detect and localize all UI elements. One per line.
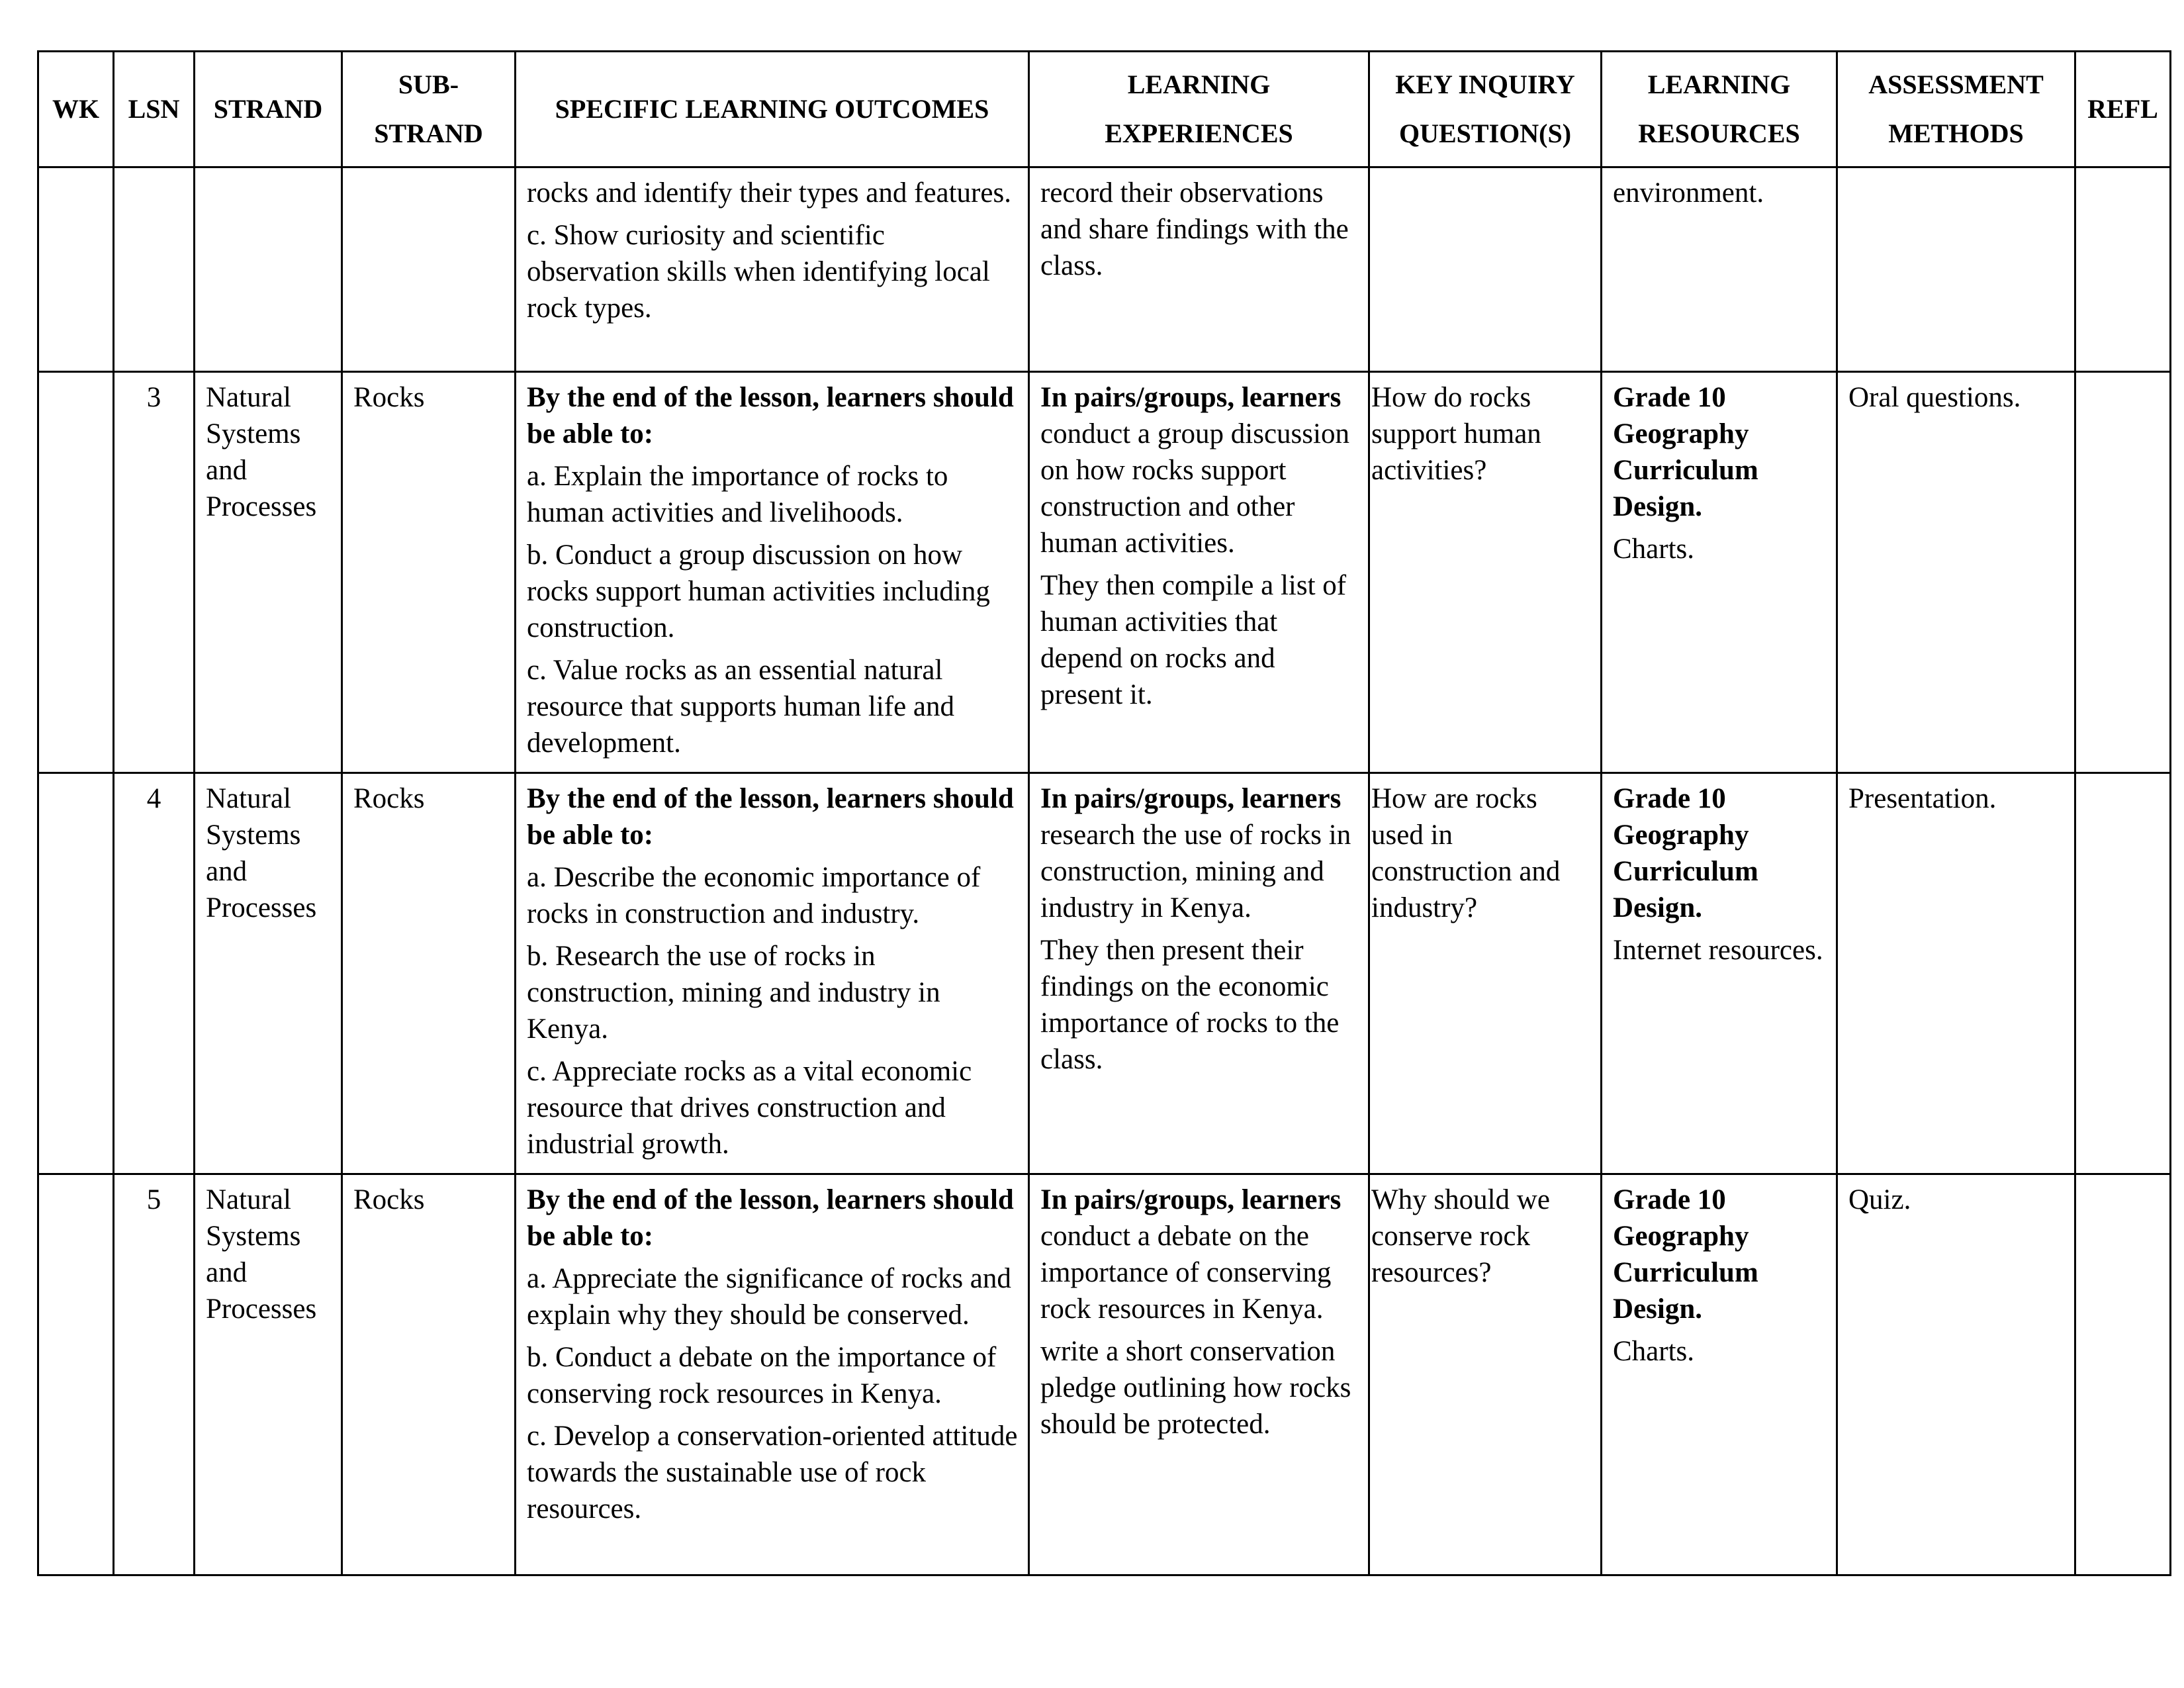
cell-wk bbox=[38, 372, 114, 773]
cell-strand: Natural Systems and Processes bbox=[195, 773, 342, 1174]
experience-lead: In pairs/groups, learners bbox=[1040, 382, 1342, 413]
cell-sub-strand: Rocks bbox=[342, 372, 516, 773]
cell-key-inquiry: How are rocks used in construction and industry? bbox=[1369, 773, 1602, 1174]
experience-text: record their observations and share findings with the class. bbox=[1040, 177, 1349, 281]
outcomes-intro: By the end of the lesson, learners should be able to: bbox=[527, 783, 1014, 851]
cell-reflection bbox=[2075, 773, 2171, 1174]
outcome-item: b. Research the use of rocks in construction, mining and industry in Kenya. bbox=[527, 941, 940, 1045]
cell-lsn bbox=[114, 167, 195, 372]
resource-title: Grade 10 Geography Curriculum Design. bbox=[1613, 783, 1758, 923]
experience-text bbox=[1040, 780, 1363, 926]
cell-sub-strand bbox=[342, 167, 516, 372]
cell-experiences bbox=[1029, 773, 1369, 1174]
outcomes-intro: By the end of the lesson, learners should be able to: bbox=[527, 1184, 1014, 1252]
header-lsn: LSN bbox=[114, 52, 195, 167]
outcome-item: c. Value rocks as an essential natural resource that supports human life and development. bbox=[527, 655, 955, 759]
cell-key-inquiry: Why should we conserve rock resources? bbox=[1369, 1174, 1602, 1575]
cell-outcomes bbox=[516, 372, 1029, 773]
cell-assessment bbox=[1837, 167, 2075, 372]
header-strand: STRAND bbox=[195, 52, 342, 167]
experience-followup: write a short conservation pledge outlining how rocks should be protected. bbox=[1040, 1336, 1351, 1440]
cell-wk bbox=[38, 1174, 114, 1575]
cell-outcomes bbox=[516, 1174, 1029, 1575]
cell-lsn: 5 bbox=[114, 1174, 195, 1575]
header-sub-strand: SUB- STRAND bbox=[342, 52, 516, 167]
continuation-row bbox=[38, 167, 2171, 372]
cell-outcomes bbox=[516, 773, 1029, 1174]
cell-strand: Natural Systems and Processes bbox=[195, 372, 342, 773]
outcome-item: a. Describe the economic importance of rocks in construction and industry. bbox=[527, 862, 981, 929]
experience-text bbox=[1040, 1182, 1363, 1327]
resource-title: Grade 10 Geography Curriculum Design. bbox=[1613, 382, 1758, 522]
outcome-text: c. Show curiosity and scientific observation skills when identifying local rock types. bbox=[527, 220, 990, 324]
scheme-of-work-table bbox=[37, 50, 2171, 1576]
experience-detail: conduct a group discussion on how rocks support construction and other human activities. bbox=[1040, 418, 1349, 559]
header-outcomes: SPECIFIC LEARNING OUTCOMES bbox=[516, 52, 1029, 167]
header-key-inquiry: KEY INQUIRY QUESTION(S) bbox=[1369, 52, 1602, 167]
cell-reflection bbox=[2075, 372, 2171, 773]
experience-lead: In pairs/groups, learners bbox=[1040, 783, 1342, 814]
lesson-row bbox=[38, 1174, 2171, 1575]
cell-sub-strand: Rocks bbox=[342, 773, 516, 1174]
lesson-row bbox=[38, 372, 2171, 773]
outcome-item: b. Conduct a group discussion on how rocks support human activities including construction. bbox=[527, 539, 990, 643]
experience-followup: They then present their findings on the economic importance of rocks to the class. bbox=[1040, 935, 1340, 1075]
cell-key-inquiry bbox=[1369, 167, 1602, 372]
cell-resources bbox=[1602, 372, 1837, 773]
cell-experiences bbox=[1029, 372, 1369, 773]
cell-resources bbox=[1602, 773, 1837, 1174]
outcomes-intro: By the end of the lesson, learners should be able to: bbox=[527, 382, 1014, 449]
experience-followup: They then compile a list of human activities that depend on rocks and present it. bbox=[1040, 570, 1347, 710]
cell-wk bbox=[38, 167, 114, 372]
header-reflection: REFL bbox=[2075, 52, 2171, 167]
header-resources: LEARNING RESOURCES bbox=[1602, 52, 1837, 167]
cell-experiences bbox=[1029, 1174, 1369, 1575]
header-experiences: LEARNING EXPERIENCES bbox=[1029, 52, 1369, 167]
header-wk: WK bbox=[38, 52, 114, 167]
resource-extra: Charts. bbox=[1613, 534, 1695, 565]
header-assessment: ASSESSMENT METHODS bbox=[1837, 52, 2075, 167]
resource-title: Grade 10 Geography Curriculum Design. bbox=[1613, 1184, 1758, 1325]
outcome-text: rocks and identify their types and features. bbox=[527, 177, 1011, 209]
outcome-item: b. Conduct a debate on the importance of conserving rock resources in Kenya. bbox=[527, 1342, 997, 1409]
experience-lead: In pairs/groups, learners bbox=[1040, 1184, 1342, 1215]
cell-outcomes bbox=[516, 167, 1029, 372]
cell-strand: Natural Systems and Processes bbox=[195, 1174, 342, 1575]
outcome-item: c. Develop a conservation-oriented attitude towards the sustainable use of rock resources. bbox=[527, 1421, 1018, 1524]
cell-reflection bbox=[2075, 167, 2171, 372]
cell-reflection bbox=[2075, 1174, 2171, 1575]
cell-resources bbox=[1602, 167, 1837, 372]
cell-lsn: 3 bbox=[114, 372, 195, 773]
cell-wk bbox=[38, 773, 114, 1174]
experience-detail: conduct a debate on the importance of conserving rock resources in Kenya. bbox=[1040, 1221, 1332, 1325]
cell-resources bbox=[1602, 1174, 1837, 1575]
header-row bbox=[38, 52, 2171, 167]
outcome-item: a. Appreciate the significance of rocks and explain why they should be conserved. bbox=[527, 1263, 1011, 1331]
outcome-item: a. Explain the importance of rocks to human activities and livelihoods. bbox=[527, 461, 948, 528]
cell-experiences bbox=[1029, 167, 1369, 372]
cell-assessment: Presentation. bbox=[1837, 773, 2075, 1174]
outcome-item: c. Appreciate rocks as a vital economic resource that drives construction and industrial growth. bbox=[527, 1056, 972, 1160]
experience-detail: research the use of rocks in construction, mining and industry in Kenya. bbox=[1040, 820, 1351, 923]
cell-strand bbox=[195, 167, 342, 372]
resource-extra: Charts. bbox=[1613, 1336, 1695, 1367]
cell-assessment: Oral questions. bbox=[1837, 372, 2075, 773]
cell-lsn: 4 bbox=[114, 773, 195, 1174]
experience-text bbox=[1040, 379, 1363, 561]
cell-assessment: Quiz. bbox=[1837, 1174, 2075, 1575]
lesson-row bbox=[38, 773, 2171, 1174]
resource-extra: Internet resources. bbox=[1613, 935, 1823, 966]
cell-key-inquiry: How do rocks support human activities? bbox=[1369, 372, 1602, 773]
cell-sub-strand: Rocks bbox=[342, 1174, 516, 1575]
resource-text: environment. bbox=[1613, 177, 1764, 209]
